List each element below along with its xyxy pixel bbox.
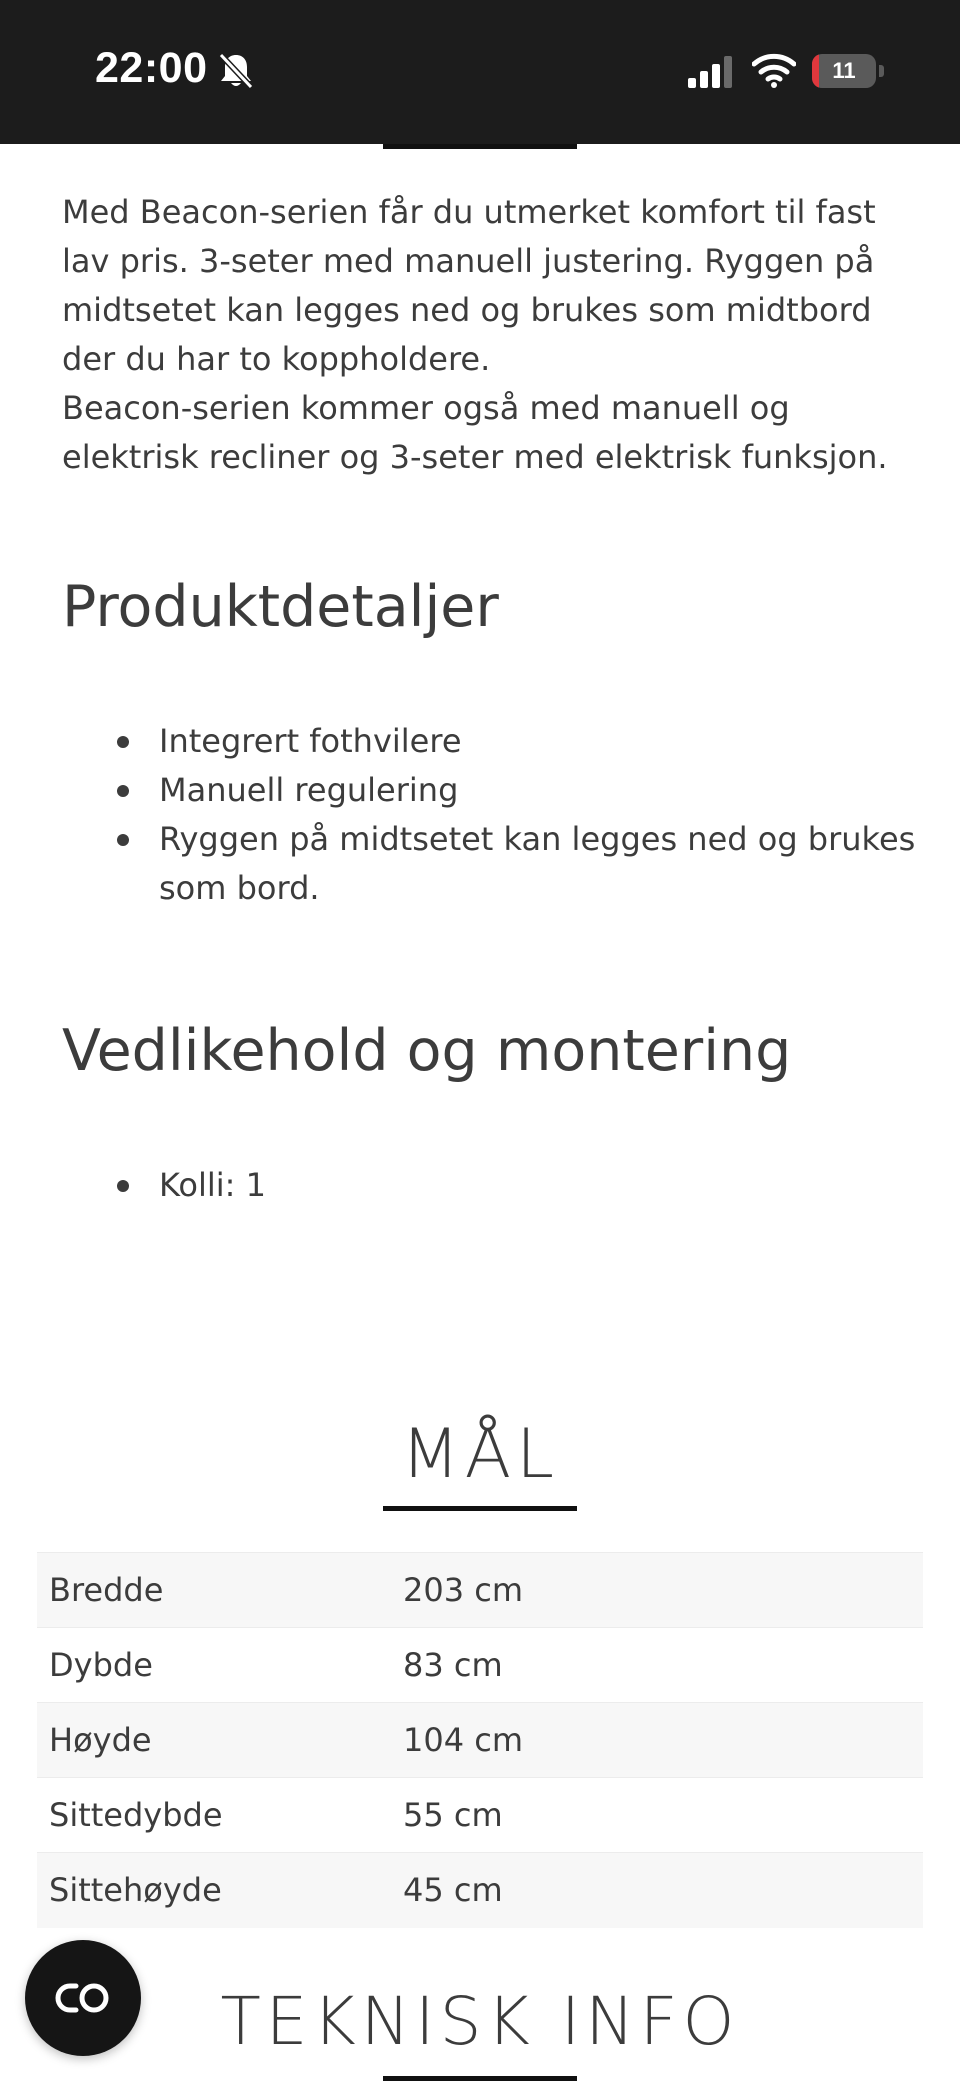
dimension-value: 45 cm [403,1871,503,1910]
dimension-label: Bredde [49,1571,164,1609]
list-item: Ryggen på midtsetet kan legges ned og brukes som bord. [62,815,922,913]
table-row [37,1628,923,1703]
wifi-icon [752,52,796,88]
maintenance-list [62,1161,922,1210]
dimension-value: 104 cm [403,1721,524,1759]
technical-info-heading: TEKNISK INFO [220,1983,740,2060]
battery-icon [812,54,876,88]
dimension-value: 55 cm [403,1796,503,1834]
dimensions-table [37,1552,923,1928]
list-item: Kolli: 1 [62,1161,922,1210]
signal-icon [688,56,732,88]
description-paragraph: Med Beacon-serien får du utmerket komfort til fast lav pris. 3-seter med manuell justering. Ryggen på midtsetet kan legges ned og brukes som midtbord der du har to koppholdere. [62,193,876,378]
section-underline [383,1506,577,1511]
bell-off-icon [218,52,254,90]
table-row [37,1853,923,1928]
list-item: Integrert fothvilere [62,717,922,766]
product-description [62,188,922,482]
dimension-label: Høyde [49,1721,152,1759]
dimension-value: 203 cm [403,1571,524,1609]
battery-level: 11 [832,58,856,83]
status-bar [0,0,960,144]
dimensions-heading: MÅL [400,1415,560,1494]
section-underline [383,2076,577,2081]
dimension-label: Sittedybde [49,1796,223,1834]
product-details-list [62,717,922,913]
description-paragraph: Beacon-serien kommer også med manuell og elektrisk recliner og 3-seter med elektrisk funksjon. [62,389,888,476]
table-row [37,1553,923,1628]
co-logo-icon [54,1980,112,2016]
product-details-heading: Produktdetaljer [62,574,499,640]
maintenance-heading: Vedlikehold og montering [62,1018,792,1084]
list-item: Manuell regulering [62,766,922,815]
section-underline [383,144,577,149]
table-row [37,1703,923,1778]
dimension-label: Sittehøyde [49,1871,222,1910]
battery-cap [879,65,884,77]
table-row [37,1778,923,1853]
dimension-value: 83 cm [403,1646,503,1684]
status-time: 22:00 [95,44,208,92]
dimension-label: Dybde [49,1646,153,1684]
chat-floating-button[interactable] [25,1940,141,2056]
